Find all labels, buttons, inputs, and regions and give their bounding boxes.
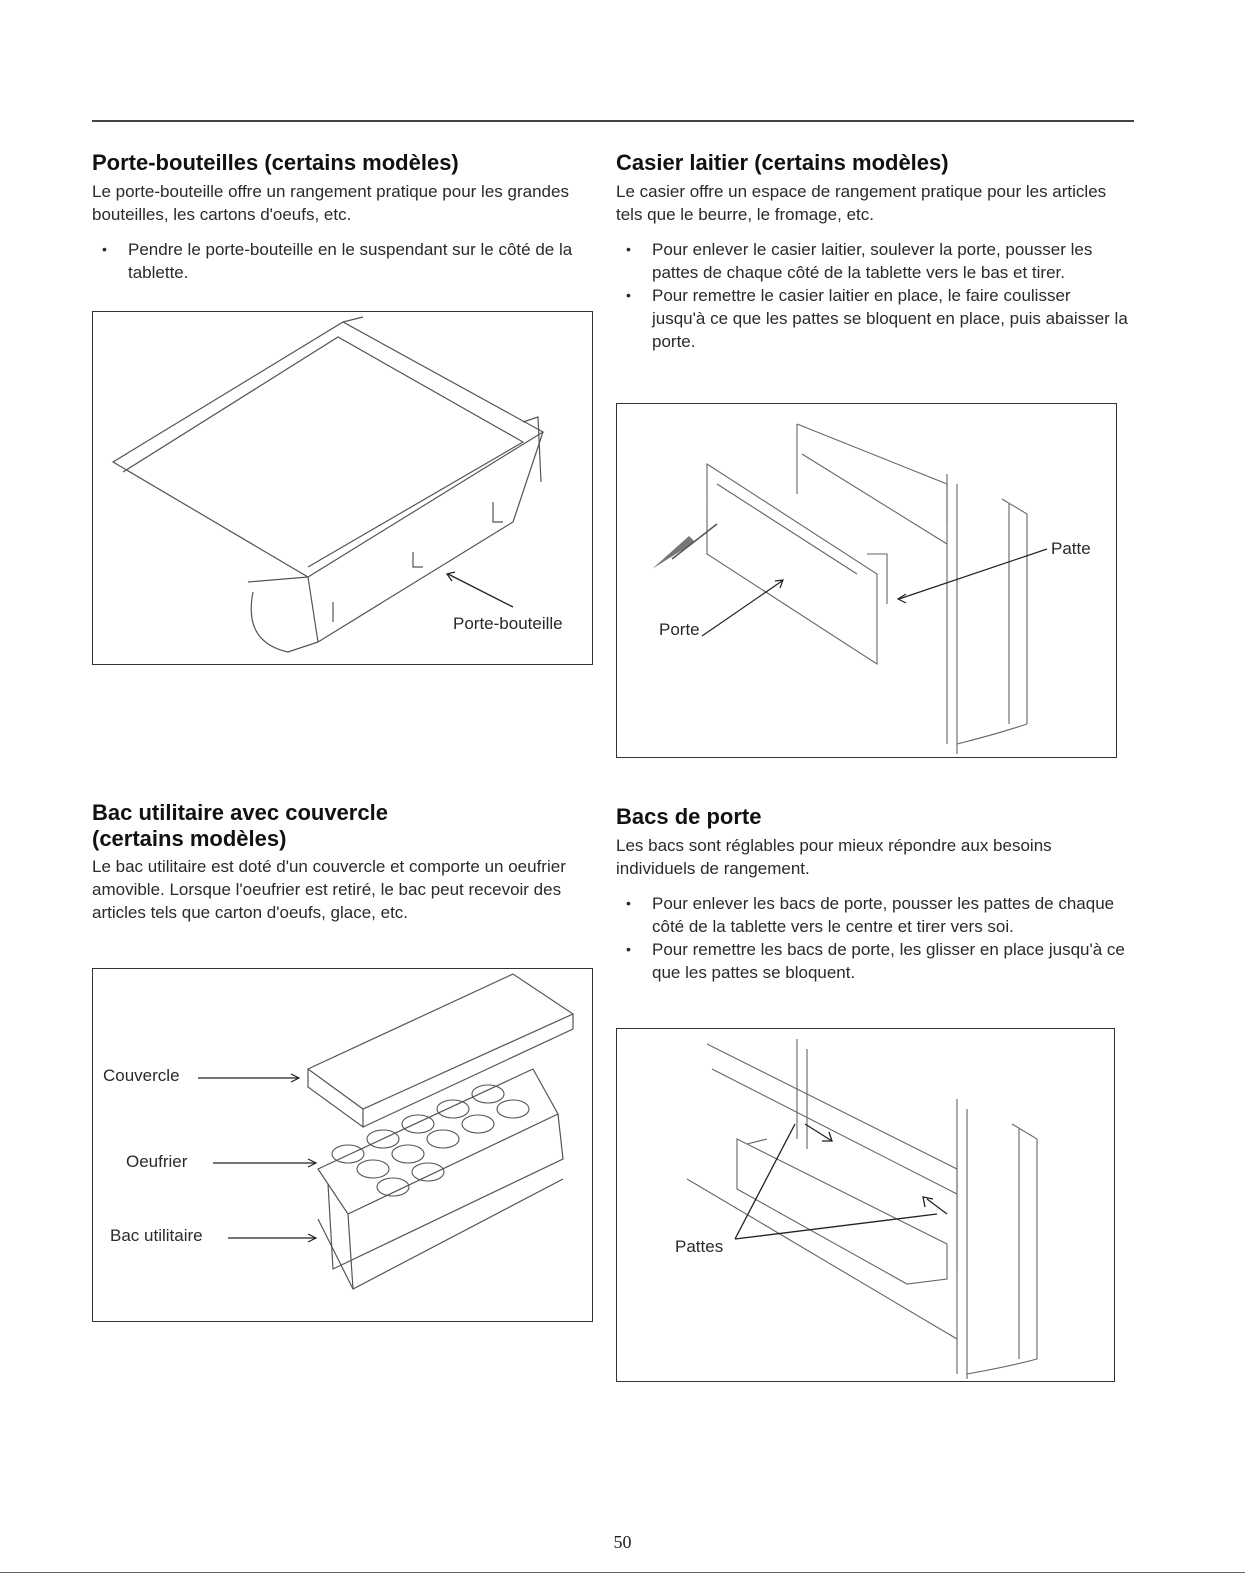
section-body: Le bac utilitaire est doté d'un couvercle et comporte un oeufrier amovible. Lorsque l'oeufrier est retiré, le bac peut recevoir des articles tels que carton d'oeufs, glace, etc. [92, 857, 566, 922]
footer-rule [0, 1572, 1245, 1573]
header-rule [92, 120, 1134, 122]
label-couvercle: Couvercle [103, 1066, 180, 1085]
figure-porte-bouteille [92, 311, 593, 665]
label-pattes: Pattes [675, 1237, 724, 1256]
figure-casier-laitier [616, 403, 1117, 758]
section-bac-utilitaire [92, 800, 597, 924]
figure-bacs-de-porte [616, 1028, 1115, 1382]
bullet-item: • Pour enlever les bacs de porte, pousser les pattes de chaque côté de la tablette vers le centre et tirer vers soi. [616, 892, 1128, 938]
label-porte-bouteille: Porte-bouteille [453, 614, 563, 633]
utility-bin-illustration [93, 969, 592, 1321]
section-casier-laitier [616, 150, 1128, 353]
section-title: Porte-bouteilles (certains modèles) [92, 150, 459, 175]
section-title: Casier laitier (certains modèles) [616, 150, 949, 175]
bullet-list [616, 892, 1128, 984]
door-bin-illustration [617, 1029, 1114, 1381]
label-porte: Porte [659, 620, 700, 639]
section-title-line2: (certains modèles) [92, 826, 287, 851]
page-number: 50 [613, 1532, 632, 1552]
label-patte: Patte [1051, 539, 1091, 558]
bullet-item: • Pour remettre le casier laitier en place, le faire coulisser jusqu'à ce que les pattes se bloquent en place, puis abaisser la porte. [616, 284, 1128, 353]
section-title-line1: Bac utilitaire avec couvercle [92, 800, 388, 825]
section-body: Les bacs sont réglables pour mieux répondre aux besoins individuels de rangement. [616, 836, 1052, 878]
section-bacs-de-porte [616, 804, 1128, 984]
bullet-item: • Pour enlever le casier laitier, soulever la porte, pousser les pattes de chaque côté de la tablette vers le bas et tirer. [616, 238, 1128, 284]
label-oeufrier: Oeufrier [126, 1152, 188, 1171]
dairy-compartment-illustration [617, 404, 1116, 757]
section-body: Le porte-bouteille offre un rangement pratique pour les grandes bouteilles, les cartons d'oeufs, etc. [92, 182, 569, 224]
bullet-item: • Pendre le porte-bouteille en le suspendant sur le côté de la tablette. [92, 238, 604, 284]
label-bac-utilitaire: Bac utilitaire [110, 1226, 203, 1245]
bullet-list [616, 238, 1128, 353]
bullet-list [92, 238, 604, 284]
bottle-rack-illustration [93, 312, 592, 664]
section-body: Le casier offre un espace de rangement pratique pour les articles tels que le beurre, le fromage, etc. [616, 182, 1107, 224]
figure-bac-utilitaire [92, 968, 593, 1322]
section-porte-bouteilles [92, 150, 604, 284]
bullet-item: • Pour remettre les bacs de porte, les glisser en place jusqu'à ce que les pattes se bloquent. [616, 938, 1128, 984]
section-title: Bacs de porte [616, 804, 762, 829]
